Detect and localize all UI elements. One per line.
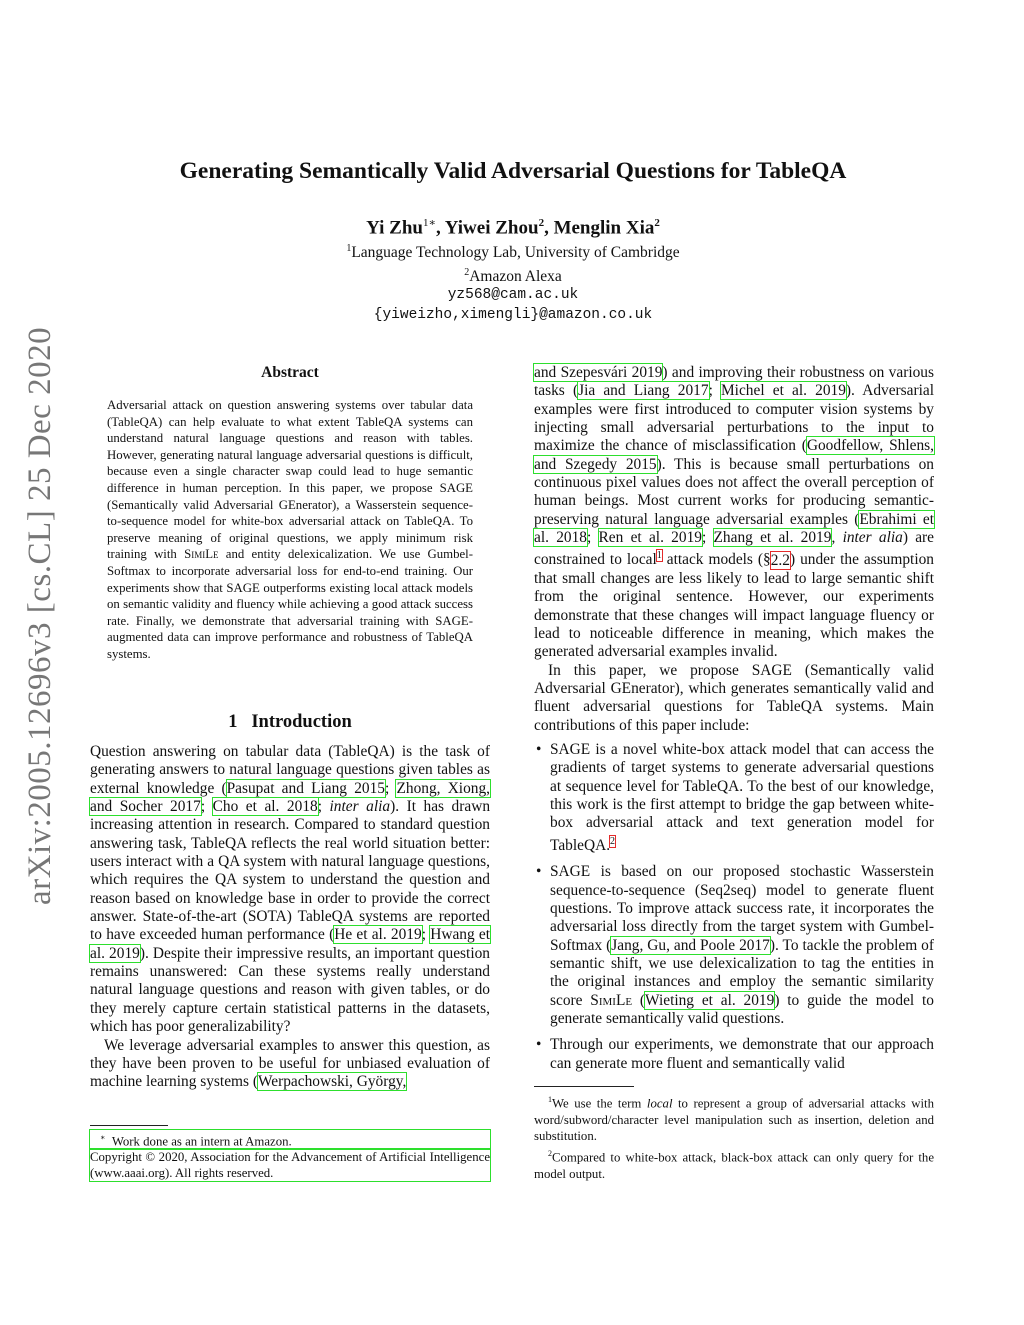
email-2: {yiweizho,ximengli}@amazon.co.uk — [373, 306, 653, 323]
footnote-1: $^1$We use the term local to represent a group of adversarial attacks with word/subword/character level manipulation such as insertion, deletion and substitution. — [534, 1095, 934, 1144]
cite-he[interactable]: He et al. 2019 — [334, 926, 422, 944]
contribution-item-2: • SAGE is based on our proposed stochastic Wasserstein sequence-to-sequence (Seq2seq) model to generate fluent questions. To improve attack success rate, it incorporates the adversarial loss directly from the target system with Gumbel-Softmax (Jang, Gu, and Poole 2017). To tackle the problem of semantic shift, we use delexicalization to tag the entities in the original instances and employ the semantic similarity score SimiLe (Wieting et al. 2019) to guide the model to generate semantically valid questions. — [534, 863, 934, 1028]
contribution-item-3: • Through our experiments, we demonstrate that our approach can generate more fluent and semantically valid — [534, 1036, 934, 1073]
footnote-left — [90, 1130, 490, 1181]
affiliation-2: $^2$Amazon Alexa — [464, 266, 562, 285]
intro-text — [90, 743, 490, 1092]
cite-zhang[interactable]: Zhang et al. 2019 — [713, 529, 832, 547]
email-1: yz568@cam.ac.uk — [447, 287, 579, 304]
contribution-list — [534, 741, 934, 1073]
footnote-rule-right — [534, 1086, 634, 1087]
footnote-2: $^2$Compared to white-box attack, black-box attack can only query for the model output. — [534, 1149, 934, 1182]
intro-paragraph-2: We leverage adversarial examples to answer this question, as they have been proven to be useful for unbiased evaluation of machine learning systems (Werpachowski, György, — [90, 1036, 490, 1091]
copyright-notice[interactable]: Copyright © 2020, Association for the Advancement of Artificial Intelligence (www.aaai.org). All rights reserved. — [90, 1150, 490, 1181]
cite-hwang[interactable]: Hwang et al. 2019 — [90, 926, 491, 962]
cite-wieting[interactable]: Wieting et al. 2019 — [645, 991, 775, 1009]
cite-ebrahimi[interactable]: Ebrahimi et al. 2018 — [534, 510, 934, 547]
section-ref-2-2[interactable]: 2.2 — [770, 551, 790, 569]
cite-ren[interactable]: Ren et al. 2019 — [598, 529, 702, 547]
footnote-ref-1[interactable]: 1 — [656, 550, 662, 562]
arxiv-stamp: arXiv:2005.12696v3 [cs.CL] 25 Dec 2020 — [22, 326, 58, 905]
abstract-text: Adversarial attack on question answering systems over tabular data (TableQA) can help evaluate to what extent TableQA systems can understand natural language questions and reason with tables. However, generating natural language adversarial questions is difficult, because even a single character swap could lead to huge semantic difference in human perception. In this paper, we propose SAGE (Semantically valid Adversarial GEnerator), a Wasserstein sequence-to-sequence model for white-box adversarial attack on TableQA. To preserve meaning of original questions, we apply minimum risk training with SimiLe and entity delexicalization. We use Gumbel-Softmax to incorporate adversarial loss for end-to-end training. Our experiments show that SAGE outperforms existing local attack models on semantic validity and fluency while achieving a good attack success rate. Finally, we demonstrate that adversarial training with SAGE-augmented data can improve performance and robustness of TableQA systems. — [107, 398, 473, 661]
cite-jang[interactable]: Jang, Gu, and Poole 2017 — [611, 936, 770, 954]
intro-heading: 1 Introduction — [228, 712, 352, 732]
right-paragraph-1: and Szepesvári 2019) and improving their robustness on various tasks (Jia and Liang 2017; Michel et al. 2019). Adversarial examples were first introduced to computer vision systems by injecting small adversarial perturbations to the input to maximize the chance of misclassification (Goodfellow, Shlens, and Szegedy 2015). This is because small perturbations on continuous pixel values does not affect the overall perception of human beings. Most current works for producing semantic-preserving natural language adversarial examples (Ebrahimi et al. 2018; Ren et al. 2019; Zhang et al. 2019, inter alia) are constrained to local$^1$ attack models (§2.2) under the assumption that small changes are less likely to lead to large semantic shift from the original sentence. However, our experiments demonstrate that these changes will impact language fluency or lead to noticeable difference in meaning, which makes the generated adversarial examples invalid. — [534, 364, 935, 661]
cite-jia[interactable]: Jia and Liang 2017 — [578, 382, 709, 400]
footnote-rule-left — [90, 1125, 168, 1126]
affiliation-1: $^1$Language Technology Lab, University of Cambridge — [346, 243, 680, 262]
affiliations — [80, 239, 946, 325]
cite-michel[interactable]: Michel et al. 2019 — [721, 382, 846, 400]
contribution-item-1: • SAGE is a novel white-box attack model that can access the gradients of target systems to generate adversarial questions at sequence level for TableQA. To the best of our knowledge, this work is the first attempt to bridge the gap between white-box adversarial attack and text generation model for TableQA.$^2$ — [534, 741, 934, 855]
cite-pasupat[interactable]: Pasupat and Liang 2015 — [226, 779, 385, 797]
author-line: Yi Zhu$^{1∗}$, Yiwei Zhou$^2$, Menglin Xia$^2$ — [366, 217, 660, 239]
intro-paragraph-1: Question answering on tabular data (TableQA) is the task of generating answers to natural language questions given tables as external knowledge (Pasupat and Liang 2015; Zhong, Xiong, and Socher 2017; Cho et al. 2018; inter alia). It has drawn increasing attention in research. Compared to standard question answering task, TableQA reflects the real world situation better: users interact with a QA system with natural language questions, which requires the QA system to understand the question and reason based on knowledge base in order to provide the correct answer. State-of-the-art (SOTA) TableQA systems are reported to have exceeded human performance (He et al. 2019; Hwang et al. 2019). Despite their impressive results, an important question remains unanswered: Can these systems really understand natural language questions and reason with given tables, or do they merely capture certain statistical patterns in the datasets, which has poor generalizability? — [90, 743, 491, 1036]
author-3: Menglin Xia — [553, 217, 655, 239]
author-1: Yi Zhu — [366, 217, 423, 239]
footnotes-right — [534, 1092, 934, 1183]
author-2: Yiwei Zhou — [444, 217, 539, 239]
cite-goodfellow[interactable]: Goodfellow, Shlens, and Szegedy 2015 — [534, 437, 934, 473]
right-paragraph-2: In this paper, we propose SAGE (Semantically valid Adversarial GEnerator), which generates semantically valid and fluent adversarial questions for TableQA systems. Main contributions of this paper include: — [534, 661, 934, 734]
cite-szepesvari[interactable]: and Szepesvári 2019 — [534, 364, 663, 381]
cite-zhong[interactable]: Zhong, Xiong, and Socher 2017 — [90, 779, 491, 816]
cite-werpachowski[interactable]: Werpachowski, György, — [257, 1073, 407, 1091]
right-column-text — [534, 364, 934, 1073]
cite-cho[interactable]: Cho et al. 2018 — [212, 798, 318, 816]
abstract-heading: Abstract — [261, 364, 319, 381]
footnote-intern[interactable]: ∗ Work done as an intern at Amazon. — [90, 1130, 490, 1149]
paper-title: Generating Semantically Valid Adversarial Questions for TableQA — [179, 158, 847, 184]
footnote-ref-2[interactable]: 2 — [610, 835, 616, 847]
